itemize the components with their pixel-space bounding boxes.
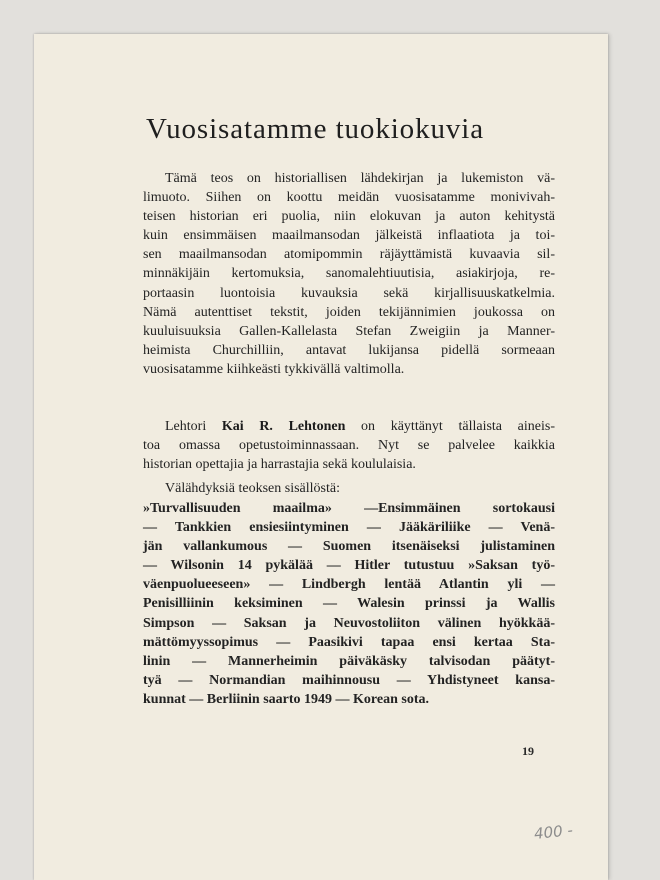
- intro-line: minnäkijäin kertomuksia, sanomalehtiuutisia, asiakirjoja, re-: [143, 266, 555, 282]
- contents-line: linin — Mannerheimin päiväkäsky talvisodan päätyt-: [143, 653, 555, 669]
- handwritten-price: 400 -: [533, 821, 574, 843]
- contents-line: kunnat — Berliinin saarto 1949 — Korean sota.: [143, 691, 429, 707]
- contents-line: väenpuolueeseen» — Lindbergh lentää Atlantin yli —: [143, 577, 555, 593]
- contents-line: Simpson — Saksan ja Neuvostoliiton välinen hyökkää-: [143, 615, 555, 631]
- intro-line: vuosisatamme kiihkeästi tykkivällä valtimolla.: [143, 361, 405, 377]
- contents-intro: Välähdyksiä teoksen sisällöstä:: [165, 481, 340, 496]
- intro-line: sen maailmansodan atomipommin räjäyttämistä kuvaavia sil-: [143, 247, 555, 263]
- contents-line: Penisilliinin keksiminen — Walesin prinssi ja Wallis: [143, 596, 555, 612]
- intro-paragraph: [143, 169, 555, 379]
- intro-line: teisen historian eri puolia, niin elokuvan ja auton kehitystä: [143, 209, 555, 225]
- author-line: [143, 417, 555, 436]
- contents-heading: [143, 479, 555, 498]
- intro-line: Nämä autenttiset tekstit, joiden tekijännimien joukossa on: [143, 304, 555, 320]
- intro-line: kuin ensimmäisen maailmansodan jälkeistä inflaatiota ja toi-: [143, 228, 555, 244]
- contents-line: tyä — Normandian maihinnousu — Yhdistyneet kansa-: [143, 672, 555, 688]
- author-line: toa omassa opetustoiminnassaan. Nyt se palvelee kaikkia: [143, 438, 555, 454]
- book-title: Vuosisatamme tuokiokuvia: [146, 113, 485, 145]
- contents-line: mättömyyssopimus — Paasikivi tapaa ensi kertaa Sta-: [143, 634, 555, 650]
- contents-line: »Turvallisuuden maailma» —Ensimmäinen sortokausi: [143, 501, 555, 516]
- author-line: historian opettajia ja harrastajia sekä koululaisia.: [143, 457, 416, 473]
- intro-line: Tämä teos on historiallisen lähdekirjan ja lukemiston vä-: [165, 171, 555, 186]
- contents-line: — Tankkien ensiesiintyminen — Jääkäriliike — Venä-: [143, 520, 555, 536]
- author-paragraph: [143, 417, 555, 474]
- author-name: Kai R. Lehtonen: [221, 419, 346, 434]
- author-line-prefix: Lehtori: [165, 419, 222, 434]
- contents-list: [143, 499, 555, 709]
- intro-line: heimista Churchilliin, antavat lukijansa pidellä sormeaan: [143, 342, 555, 358]
- intro-line: kuuluisuuksia Gallen-Kallelasta Stefan Zweigiin ja Manner-: [143, 323, 555, 339]
- intro-line: portaasin luontoisia kuvauksia sekä kirjallisuuskatkelmia.: [143, 285, 555, 301]
- author-line-suffix: on käyttänyt tällaista aineis-: [345, 419, 555, 434]
- contents-line: jän vallankumous — Suomen itsenäiseksi julistaminen: [143, 539, 555, 555]
- page-number: 19: [522, 744, 534, 758]
- contents-line: — Wilsonin 14 pykälää — Hitler tutustuu »Saksan työ-: [143, 558, 555, 574]
- intro-line: limuoto. Siihen on koottu meidän vuosisatamme monivivah-: [143, 190, 555, 206]
